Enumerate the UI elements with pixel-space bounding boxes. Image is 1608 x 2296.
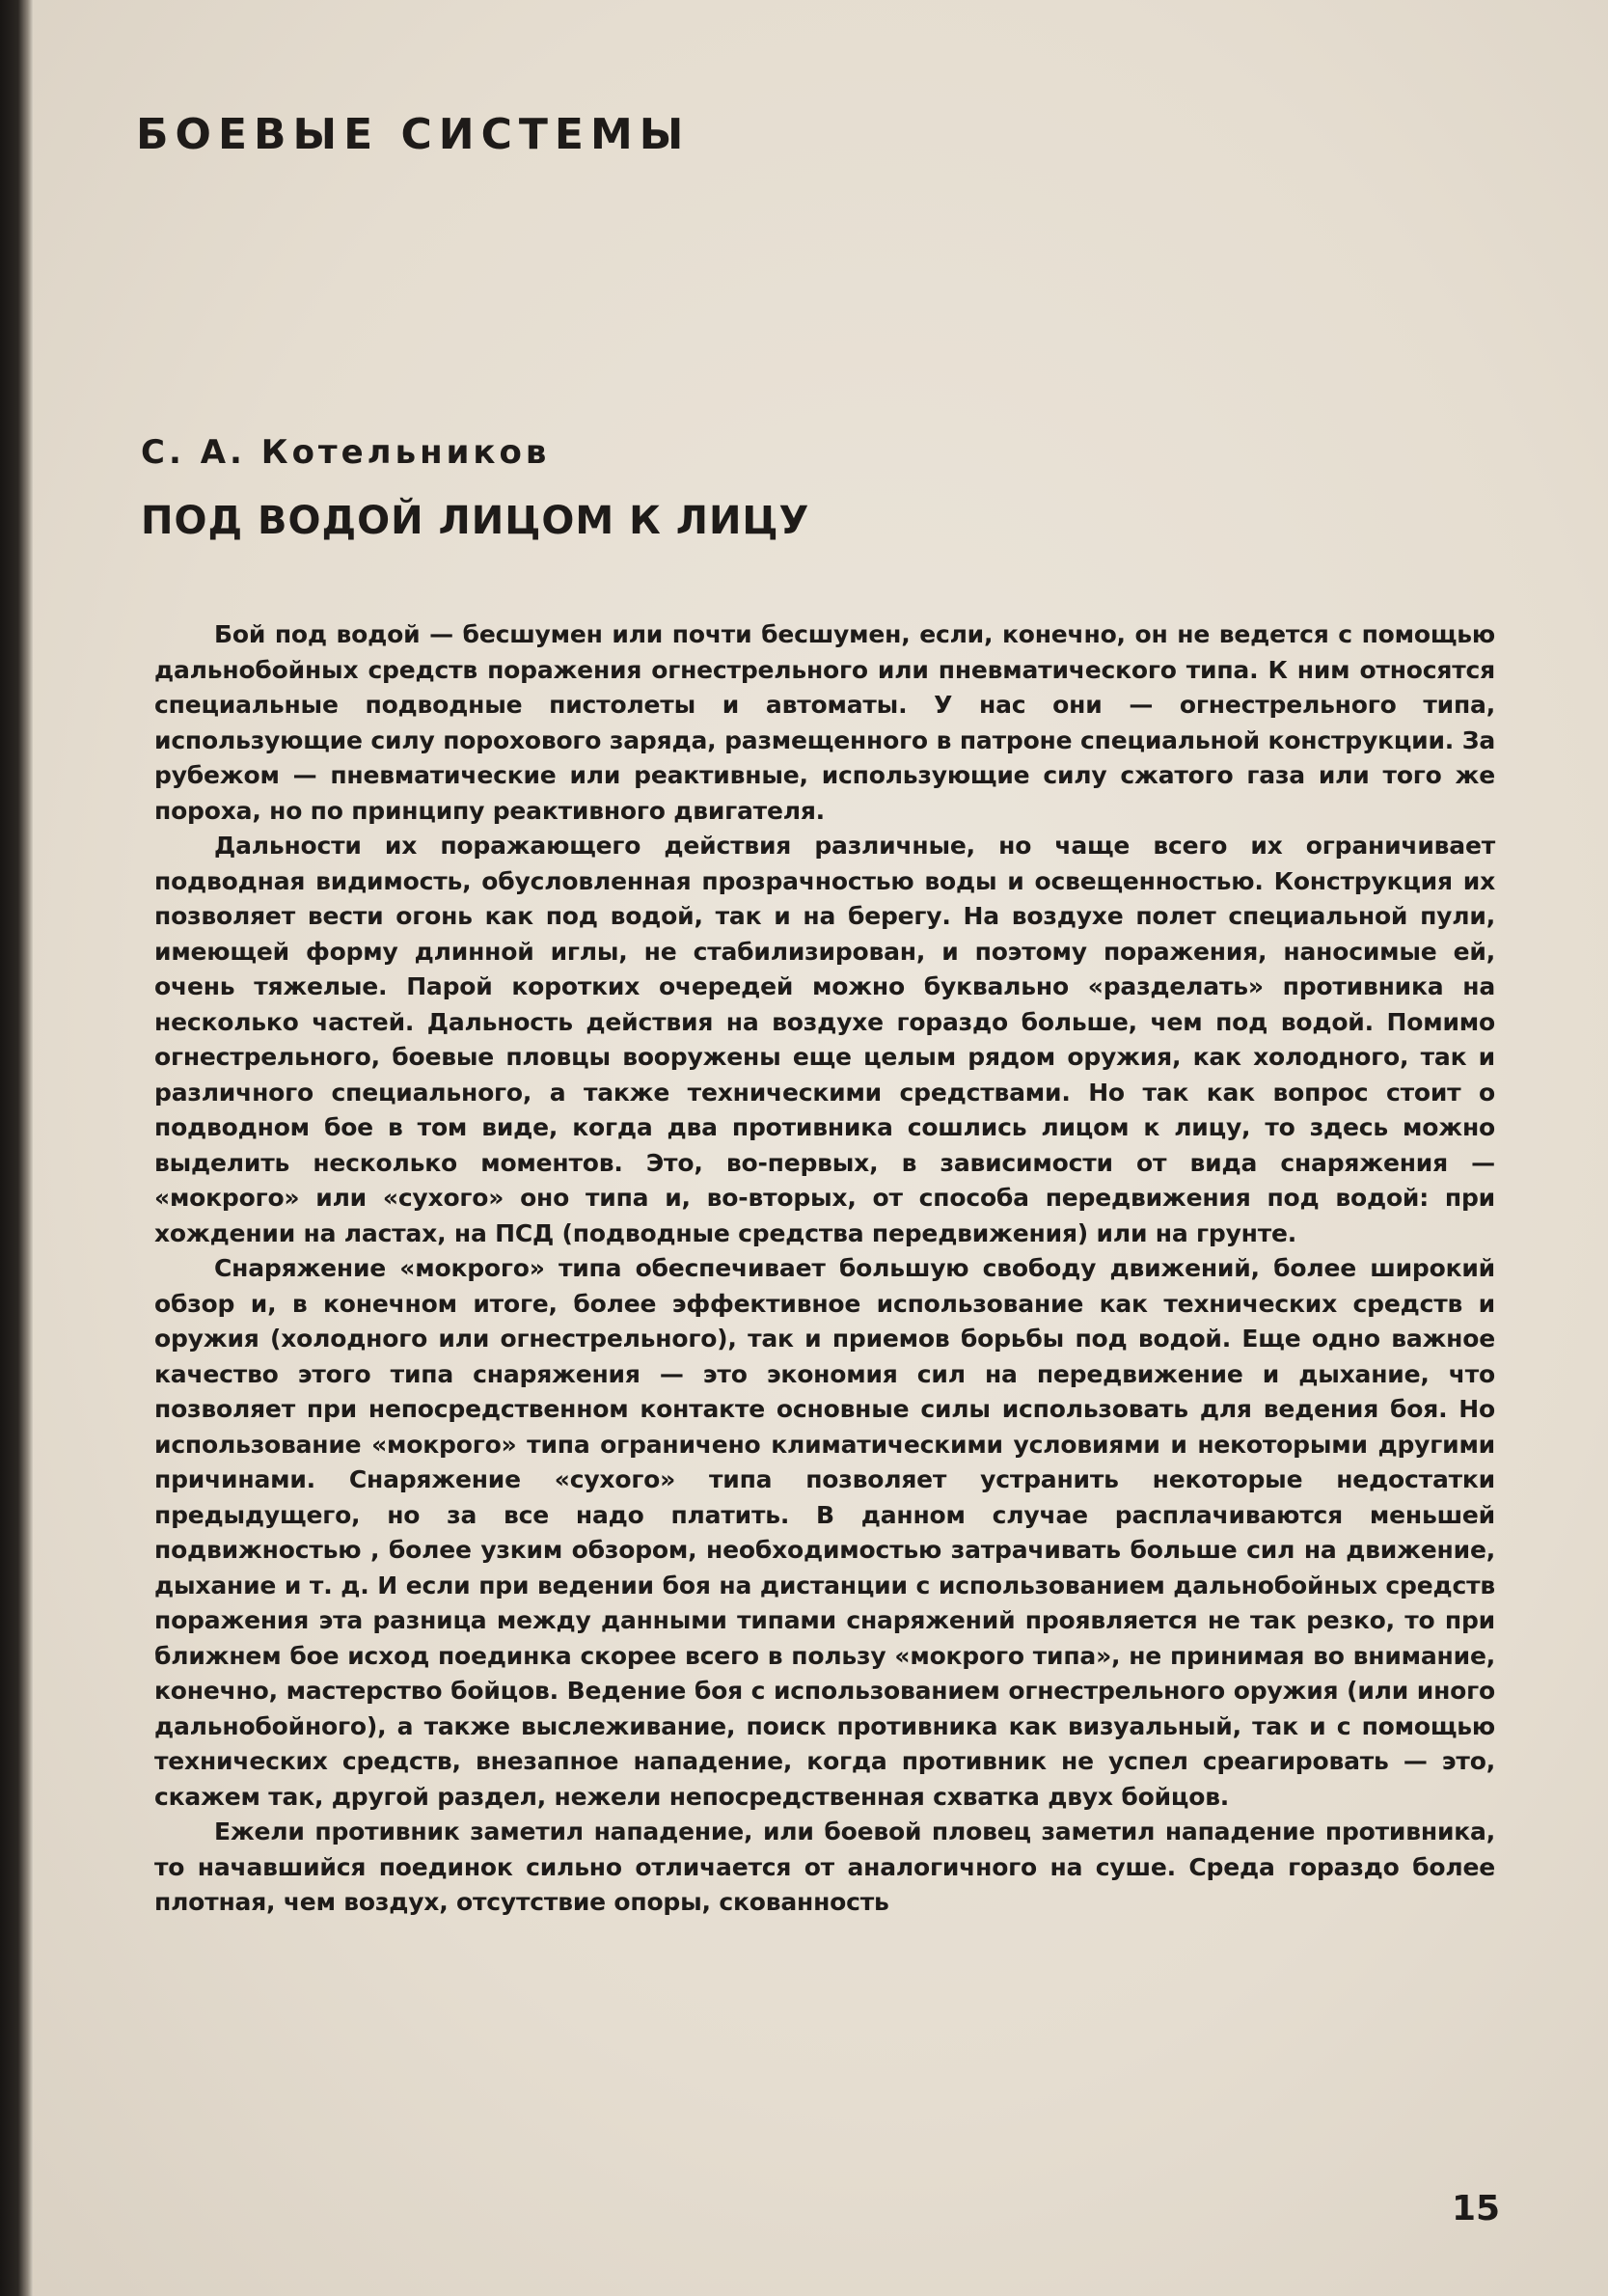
article-author: С. А. Котельников <box>141 433 551 472</box>
page-number: 15 <box>1452 2189 1501 2228</box>
paragraph-3: Снаряжение «мокрого» типа обеспечивает большую свободу движений, более широкий обзор и, в конечном итоге, более эффективное использование как технических средств и оружия (холодного или огнестрельного), так и приемов борьбы под водой. Еще одно важное качество этого типа снаряжения — это экономия сил на передвижение и дыхание, что позволяет при непосредственном контакте основные силы использовать для ведения боя. Но использование «мокрого» типа ограничено климатическими условиями и некоторыми другими причинами. Снаряжение «сухого» типа позволяет устранить некоторые недостатки предыдущего, но за все надо платить. В данном случае расплачиваются меньшей подвижностью , более узким обзором, необходимостью затрачивать больше сил на движение, дыхание и т. д. И если при ведении боя на дистанции с использованием дальнобойных средств поражения эта разница между данными типами снаряжений проявляется не так резко, то при ближнем бое исход поединка скорее всего в пользу «мокрого типа», не принимая во внимание, конечно, мастерство бойцов. Ведение боя с использованием огнестрельного оружия (или иного дальнобойного), а также выслеживание, поиск противника как визуальный, так и с помощью технических средств, внезапное нападение, когда противник не успел среагировать — это, скажем так, другой раздел, нежели непосредственная схватка двух бойцов. <box>154 1254 1495 1811</box>
section-heading: БОЕВЫЕ СИСТЕМЫ <box>136 110 691 159</box>
article-body <box>154 617 1495 1921</box>
paragraph-2: Дальности их поражающего действия различные, но чаще всего их ограничивает подводная видимость, обусловленная прозрачностью воды и освещенностью. Конструкция их позволяет вести огонь как под водой, так и на берегу. На воздухе полет специальной пули, имеющей форму длинной иглы, не стабилизирован, и поэтому поражения, наносимые ей, очень тяжелые. Парой коротких очередей можно буквально «разделать» противника на несколько частей. Дальность действия на воздухе гораздо больше, чем под водой. Помимо огнестрельного, боевые пловцы вооружены еще целым рядом оружия, как холодного, так и различного специального, а также техническими средствами. Но так как вопрос стоит о подводном бое в том виде, когда два противника сошлись лицом к лицу, то здесь можно выделить несколько моментов. Это, во-первых, в зависимости от вида снаряжения — «мокрого» или «сухого» оно типа и, во-вторых, от способа передвижения под водой: при хождении на ластах, на ПСД (подводные средства передвижения) или на грунте. <box>154 832 1495 1247</box>
paragraph-1: Бой под водой — бесшумен или почти бесшумен, если, конечно, он не ведется с помощью дальнобойных средств поражения огнестрельного или пневматического типа. К ним относятся специальные подводные пистолеты и автоматы. У нас они — огнестрельного типа, использующие силу порохового заряда, размещенного в патроне специальной конструкции. За рубежом — пневматические или реактивные, использующие силу сжатого газа или того же пороха, но по принципу реактивного двигателя. <box>154 620 1495 825</box>
article-title: ПОД ВОДОЙ ЛИЦОМ К ЛИЦУ <box>141 499 810 543</box>
book-binding-gutter <box>0 0 33 2296</box>
paragraph-4: Ежели противник заметил нападение, или боевой пловец заметил нападение противника, то начавшийся поединок сильно отличается от аналогичного на суше. Среда гораздо более плотная, чем воздух, отсутствие опоры, скованность <box>154 1818 1495 1916</box>
